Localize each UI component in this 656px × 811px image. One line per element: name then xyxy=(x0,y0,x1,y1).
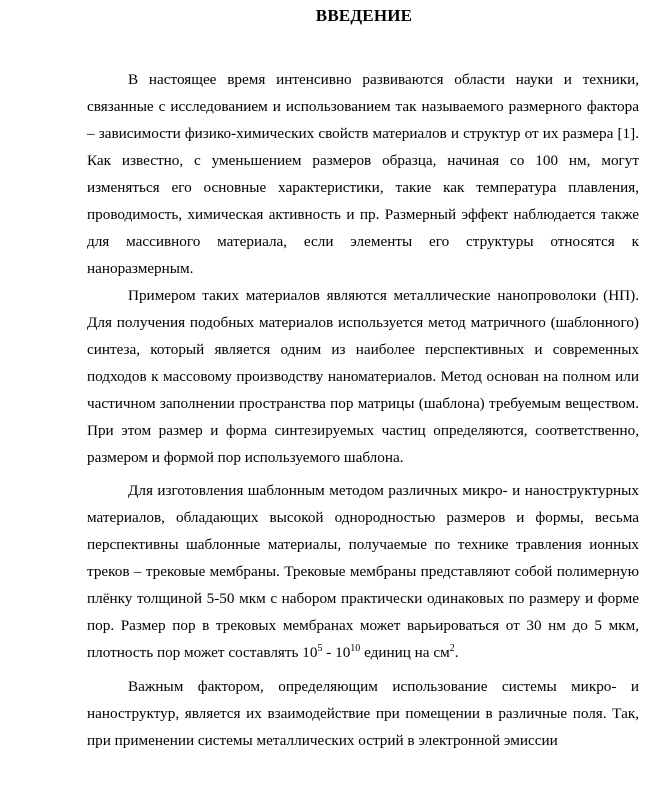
exponent-5: 5 xyxy=(317,642,323,654)
exponent-2: 2 xyxy=(449,642,455,654)
paragraph-3-mid: - 10 xyxy=(322,644,351,661)
exponent-10: 10 xyxy=(350,642,361,654)
paragraph-2: Примером таких материалов являются металлические нанопроволоки (НП). Для получения подобных материалов используется метод матричного (шаблонного) синтеза, который является одним из наиболее перспективных и современных подходов к массовому производству наноматериалов. Метод основан на полном или частичном заполнении пространства пор матрицы (шаблона) требуемым веществом. При этом размер и форма синтезируемых частиц определяются, соответственно, размером и формой пор используемого шаблона. xyxy=(87,287,639,466)
paragraph-3-tail: единиц на см xyxy=(360,644,450,661)
paragraph-1: В настоящее время интенсивно развиваются области науки и техники, связанные с исследованием и использованием так называемого размерного фактора – зависимости физико-химических свойств материалов и структур от их размера [1]. Как известно, с уменьшением размеров образца, начиная со 100 нм, могут изменяться его основные характеристики, такие как температура плавления, проводимость, химическая активность и пр. Размерный эффект наблюдается также для массивного материала, если элементы его структуры относятся к наноразмерным. xyxy=(87,71,639,277)
paragraph-4: Важным фактором, определяющим использование системы микро- и наноструктур, является их взаимодействие при помещении в различные поля. Так, при применении системы металлических острий в электронной эмиссии xyxy=(87,678,639,749)
paragraph-3 xyxy=(87,477,639,666)
document-body xyxy=(87,66,639,754)
page-title: ВВЕДЕНИЕ xyxy=(315,6,413,25)
paragraph-3-end: . xyxy=(454,644,459,661)
paragraph-3-text: Для изготовления шаблонным методом различных микро- и наноструктурных материалов, обладающих высокой однородностью размеров и формы, весьма перспективны шаблонные материалы, получаемые по технике травления ионных треков – трековые мембраны. Трековые мембраны представляют собой полимерную плёнку толщиной 5-50 мкм с набором практически одинаковых по размеру и форме пор. Размер пор в трековых мембранах может варьироваться от 30 нм до 5 мкм, плотность пор может составлять 10 xyxy=(87,482,639,661)
